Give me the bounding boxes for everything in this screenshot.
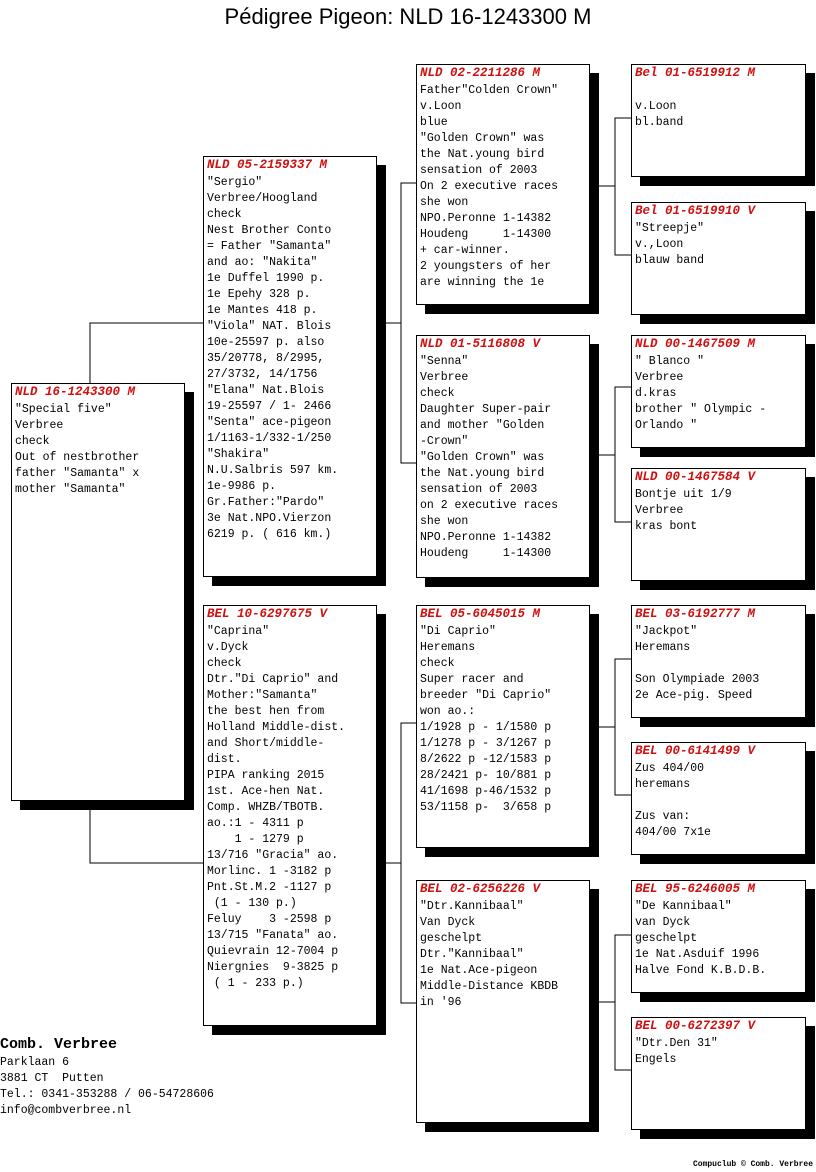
pigeon-card-ff-father bbox=[631, 64, 806, 177]
pigeon-card-father-father bbox=[416, 64, 590, 305]
pigeon-card-fm-mother bbox=[631, 468, 806, 581]
pigeon-info: Father"Colden Crown" v.Loon blue "Golden Crown" was the Nat.young bird sensation of 2003 On 2 executive races she won NPO.Peronne 1-14382 Houdeng 1-14300 + car-winner. 2 youngsters of her are winning the 1e bbox=[420, 84, 559, 289]
ring-number: Bel 01-6519910 V bbox=[635, 204, 756, 218]
pigeon-info: "Jackpot" Heremans Son Olympiade 2003 2e Ace-pig. Speed bbox=[635, 625, 760, 702]
pigeon-card-mother-father bbox=[416, 605, 590, 848]
ring-number: NLD 01-5116808 V bbox=[420, 337, 541, 351]
pigeon-card-fm-father bbox=[631, 335, 806, 448]
pigeon-card-mf-mother bbox=[631, 742, 806, 855]
ring-number: NLD 16-1243300 M bbox=[15, 385, 136, 399]
pigeon-card-subject bbox=[11, 383, 185, 801]
pigeon-info: " Blanco " Verbree d.kras brother " Olympic - Orlando " bbox=[635, 355, 767, 432]
footer-credit: Compuclub © Comb. Verbree bbox=[692, 1160, 813, 1169]
ring-number: BEL 03-6192777 M bbox=[635, 607, 756, 621]
pigeon-info: "Dtr.Kannibaal" Van Dyck geschelpt Dtr."Kannibaal" 1e Nat.Ace-pigeon Middle-Distance KBDB in '96 bbox=[420, 900, 559, 1009]
pigeon-card-ff-mother bbox=[631, 202, 806, 315]
address-line: Parklaan 6 bbox=[0, 1056, 70, 1069]
pigeon-card-mother-mother bbox=[416, 880, 590, 1123]
pigeon-info: "Sergio" Verbree/Hoogland check Nest Brother Conto = Father "Samanta" and ao: "Nakita" 1e Duffel 1990 p. 1e Epehy 328 p. 1e Mantes 418 p. "Viola" NAT. Blois 10e-25597 p. also 35/20778, 8/2995, 27/3732, 14/1756 "Elana" Nat.Blois 19-25597 / 1- 2466 "Senta" ace-pigeon 1/1163-1/332-1/250 "Shakira" N.U.Salbris 597 km. 1e-9986 p. Gr.Father:"Pardo" 3e Nat.NPO.Vierzon 6219 p. ( 616 km.) bbox=[207, 176, 339, 541]
pigeon-info: Zus 404/00 heremans Zus van: 404/00 7x1e bbox=[635, 762, 711, 839]
breeder-name: Comb. Verbree bbox=[0, 1036, 118, 1053]
pigeon-card-mf-father bbox=[631, 605, 806, 718]
pigeon-info: "Special five" Verbree check Out of nestbrother father "Samanta" x mother "Samanta" bbox=[15, 403, 140, 496]
phone-line: Tel.: 0341-353288 / 06-54728606 bbox=[0, 1088, 214, 1101]
ring-number: BEL 05-6045015 M bbox=[420, 607, 541, 621]
pigeon-card-mm-father bbox=[631, 880, 806, 993]
ring-number: NLD 02-2211286 M bbox=[420, 66, 541, 80]
pigeon-card-father-mother bbox=[416, 335, 590, 578]
pigeon-info: "Senna" Verbree check Daughter Super-pair and mother "Golden -Crown" "Golden Crown" was the Nat.young bird sensation of 2003 on 2 executive races she won NPO.Peronne 1-14382 Houdeng 1-14300 bbox=[420, 355, 559, 560]
pigeon-info: v.Loon bl.band bbox=[635, 100, 684, 129]
pigeon-info: "Caprina" v.Dyck check Dtr."Di Caprio" and Mother:"Samanta" the best hen from Holland Middle-dist. and Short/middle- dist. PIPA ranking 2015 1st. Ace-hen Nat. Comp. WHZB/TBOTB. ao.:1 - 4311 p 1 - 1279 p 13/716 "Gracia" ao. Morlinc. 1 -3182 p Pnt.St.M.2 -1127 p (1 - 130 p.) Feluy 3 -2598 p 13/715 "Fanata" ao. Quievrain 12-7004 p Niergnies 9-3825 p ( 1 - 233 p.) bbox=[207, 625, 346, 990]
pigeon-card-mm-mother bbox=[631, 1017, 806, 1130]
page-title: Pédigree Pigeon: NLD 16-1243300 M bbox=[224, 4, 592, 29]
email-line: info@combverbree.nl bbox=[0, 1104, 132, 1117]
ring-number: BEL 02-6256226 V bbox=[420, 882, 541, 896]
ring-number: BEL 10-6297675 V bbox=[207, 607, 328, 621]
pigeon-info: Bontje uit 1/9 Verbree kras bont bbox=[635, 488, 732, 533]
address-line: 3881 CT Putten bbox=[0, 1072, 104, 1085]
ring-number: NLD 00-1467509 M bbox=[635, 337, 756, 351]
ring-number: BEL 00-6272397 V bbox=[635, 1019, 756, 1033]
pigeon-card-father bbox=[203, 156, 377, 577]
ring-number: NLD 00-1467584 V bbox=[635, 470, 756, 484]
breeder-address bbox=[0, 1035, 214, 1119]
pigeon-info: "Dtr.Den 31" Engels bbox=[635, 1037, 718, 1066]
ring-number: Bel 01-6519912 M bbox=[635, 66, 756, 80]
ring-number: BEL 00-6141499 V bbox=[635, 744, 756, 758]
ring-number: BEL 95-6246005 M bbox=[635, 882, 756, 896]
pigeon-info: "Di Caprio" Heremans check Super racer and breeder "Di Caprio" won ao.: 1/1928 p - 1/1580 p 1/1278 p - 3/1267 p 8/2622 p -12/1583 p 28/2421 p- 10/881 p 41/1698 p-46/1532 p 53/1158 p- 3/658 p bbox=[420, 625, 552, 814]
ring-number: NLD 05-2159337 M bbox=[207, 158, 328, 172]
pigeon-info: "De Kannibaal" van Dyck geschelpt 1e Nat.Asduif 1996 Halve Fond K.B.D.B. bbox=[635, 900, 767, 977]
pigeon-info: "Streepje" v.,Loon blauw band bbox=[635, 222, 705, 267]
pigeon-card-mother bbox=[203, 605, 377, 1026]
